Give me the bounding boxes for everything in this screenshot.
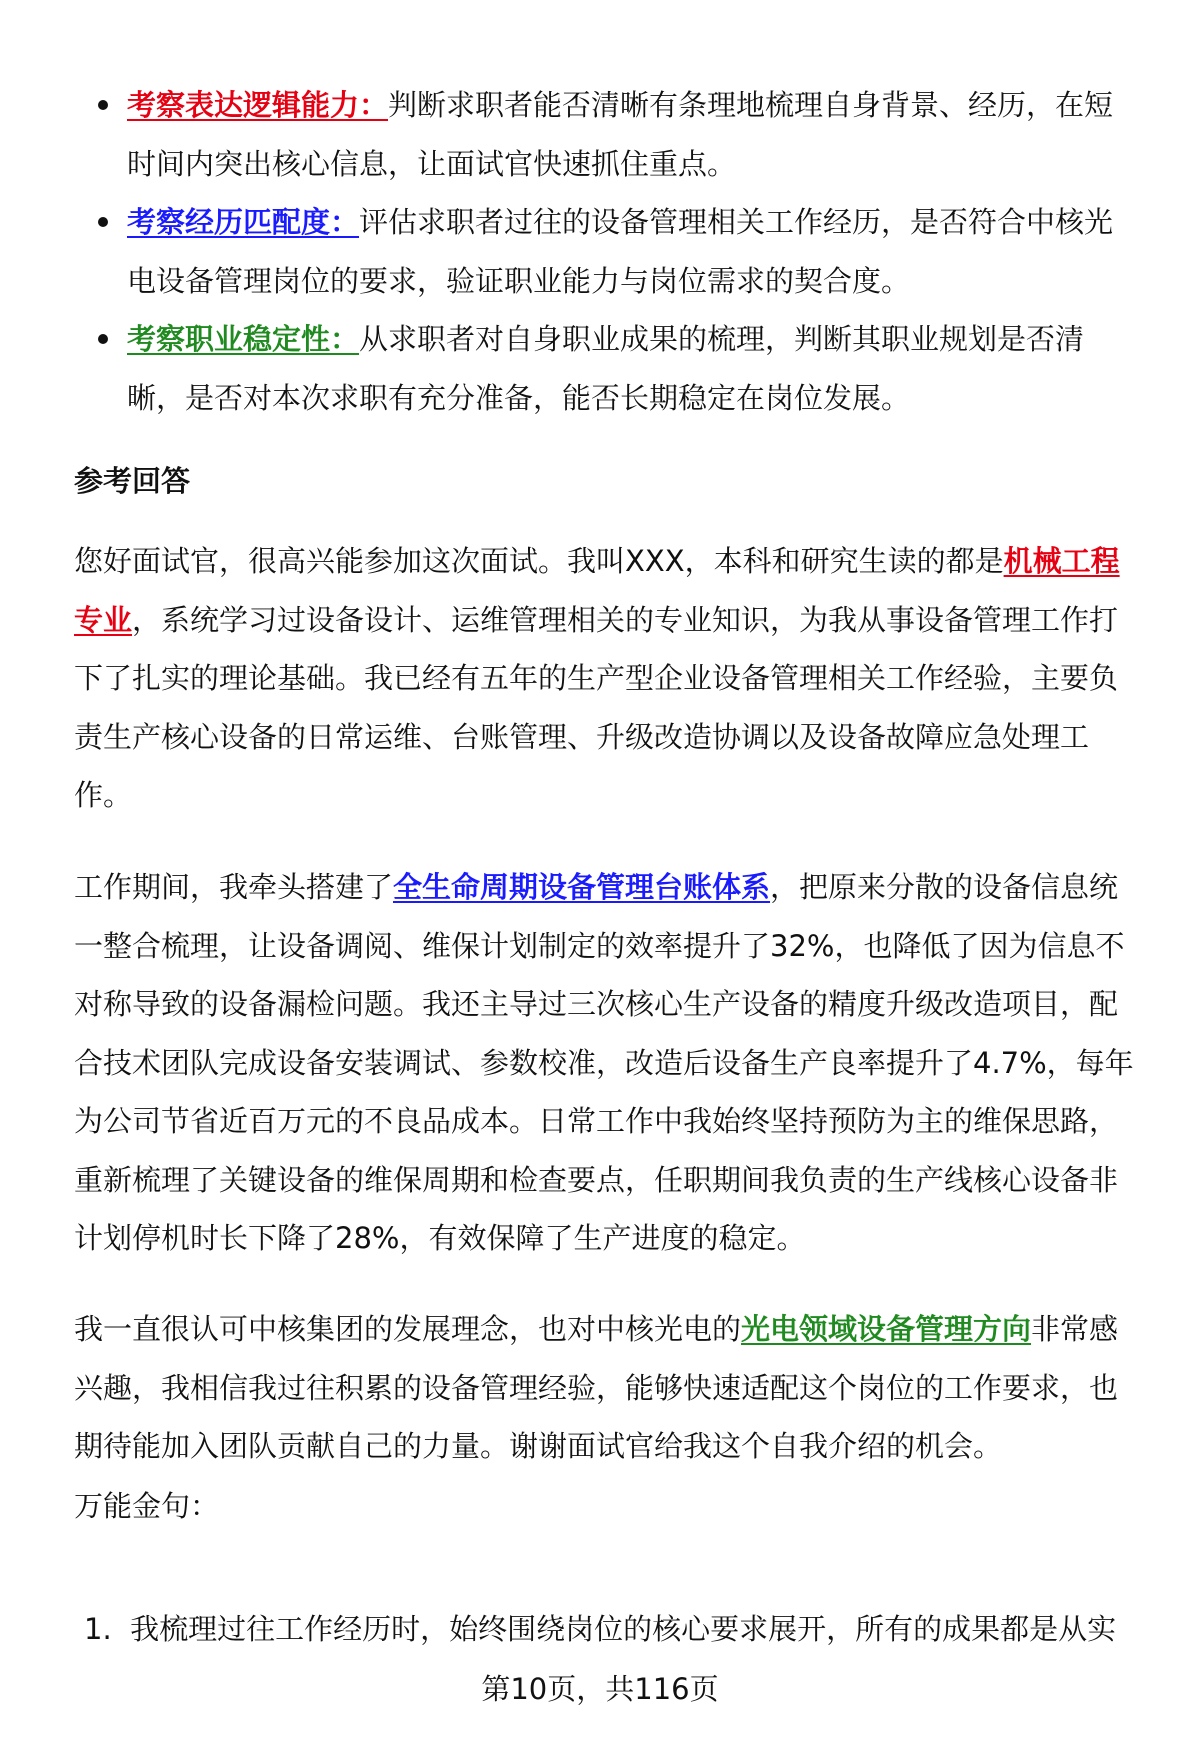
bullet-text: 从求职者对自身职业成果的梳理，判断其职业规划是否清晰，是否对本次求职有充分准备，能否长期稳定在岗位发展。: [127, 322, 1085, 415]
bullet-text: 评估求职者过往的设备管理相关工作经历，是否符合中核光电设备管理岗位的要求，验证职业能力与岗位需求的契合度。: [127, 205, 1114, 298]
bullet-item: [74, 310, 1140, 427]
bullet-item: [74, 193, 1140, 310]
text: ，系统学习过设备设计、运维管理相关的专业知识，为我从事设备管理工作打下了扎实的理论基础。我已经有五年的生产型企业设备管理相关工作经验，主要负责生产核心设备的日常运维、台账管理、升级改造协调以及设备故障应急处理工作。: [74, 602, 1119, 812]
paragraph: [74, 858, 1140, 1268]
highlight: 全生命周期设备管理台账体系: [393, 870, 771, 904]
section-heading: 参考回答: [74, 464, 191, 498]
item-text: 我梳理过往工作经历时，始终围绕岗位的核心要求展开，所有的成果都是从实: [130, 1612, 1117, 1646]
text: 我一直很认可中核集团的发展理念，也对中核光电的: [74, 1312, 742, 1346]
paragraph: [74, 1300, 1140, 1476]
highlight: 机械工程专业: [74, 544, 1120, 637]
paragraph: [74, 532, 1140, 825]
golden-sentences-label: 万能金句：: [74, 1489, 220, 1523]
text: 您好面试官，很高兴能参加这次面试。我叫XXX，本科和研究生读的都是: [74, 544, 1004, 578]
text: ，把原来分散的设备信息统一整合梳理，让设备调阅、维保计划制定的效率提升了32%，也降低了因为信息不对称导致的设备漏检问题。我还主导过三次核心生产设备的精度升级改造项目，配合技术团队完成设备安装调试、参数校准，改造后设备生产良率提升了4.7%，每年为公司节省近百万元的不良品成本。日常工作中我始终坚持预防为主的维保思路，重新梳理了关键设备的维保周期和检查要点，任职期间我负责的生产线核心设备非计划停机时长下降了28%，有效保障了生产进度的稳定。: [74, 870, 1134, 1255]
text: 非常感兴趣，我相信我过往积累的设备管理经验，能够快速适配这个岗位的工作要求，也期待能加入团队贡献自己的力量。谢谢面试官给我这个自我介绍的机会。: [74, 1312, 1119, 1463]
bullet-keyword: 考察表达逻辑能力：: [127, 88, 389, 122]
bullet-keyword: 考察经历匹配度：: [127, 205, 360, 239]
bullet-item: [74, 76, 1140, 193]
highlight: 光电领域设备管理方向: [741, 1312, 1032, 1346]
evaluation-bullets: [74, 76, 1140, 427]
numbered-item: [84, 1600, 1140, 1659]
item-number: 1.: [84, 1612, 112, 1646]
bullet-text: 判断求职者能否清晰有条理地梳理自身背景、经历，在短时间内突出核心信息，让面试官快速抓住重点。: [127, 88, 1114, 181]
text: 工作期间，我牵头搭建了: [74, 870, 394, 904]
bullet-keyword: 考察职业稳定性：: [127, 322, 360, 356]
page-footer: 第10页，共116页: [481, 1672, 719, 1706]
